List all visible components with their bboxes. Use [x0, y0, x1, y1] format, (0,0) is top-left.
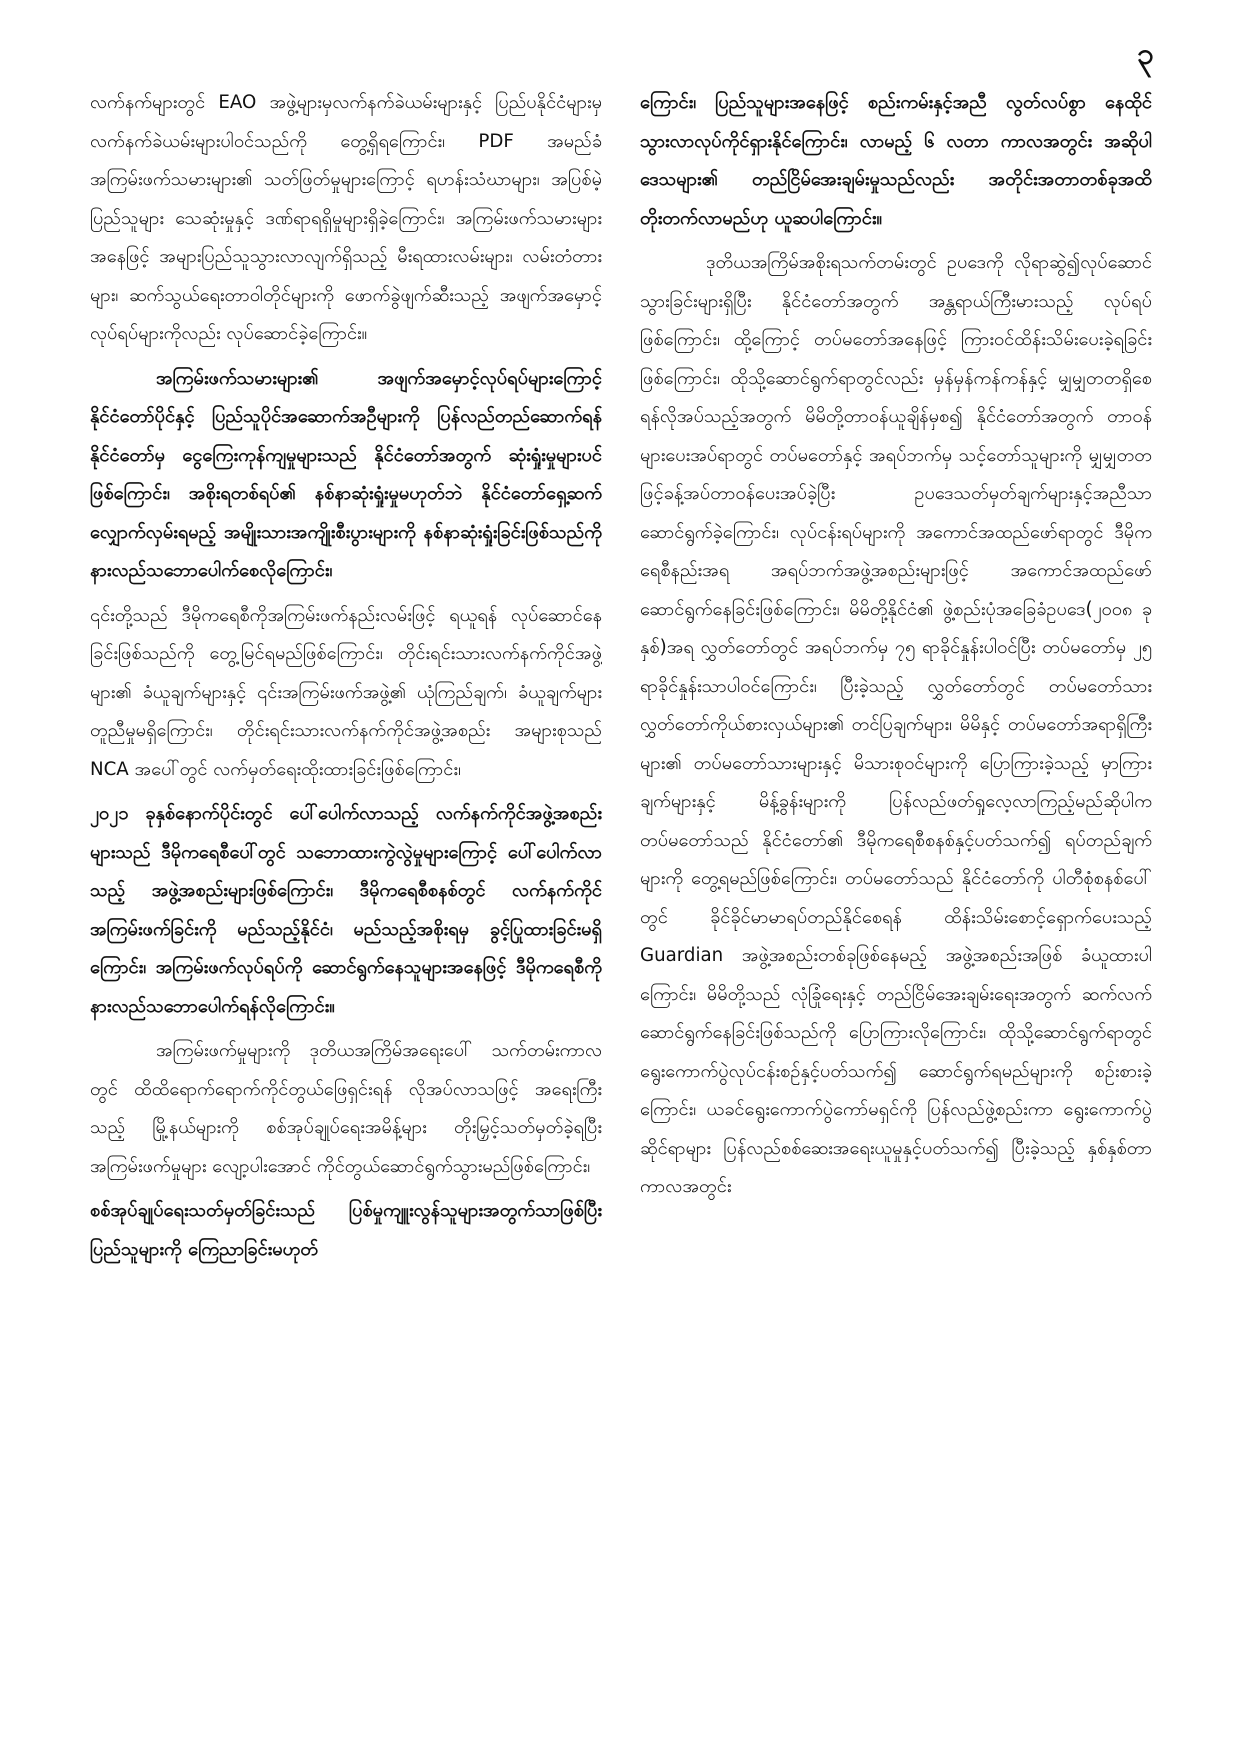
paragraph: လက်နက်များတွင် EAO အဖွဲ့များမှလက်နက်ခဲယမ်းများနှင့် ပြည်ပနိုင်ငံများမှ လက်နက်ခဲယမ်းများပါဝင်သည်ကို တွေ့ရှိရကြောင်း၊ PDF အမည်ခံ အကြမ်းဖက်သမားများ၏ သတ်ဖြတ်မှုများကြောင့် ရဟန်းသံဃာများ၊ အပြစ်မဲ့ပြည်သူများ သေဆုံးမှုနှင့် ဒဏ်ရာရရှိမှုများရှိခဲ့ကြောင်း၊ အကြမ်းဖက်သမားများအနေဖြင့် အများပြည်သူသွားလာလျက်ရှိသည့် မီးရထားလမ်းများ၊ လမ်းတံတားများ၊ ဆက်သွယ်ရေးတာဝါတိုင်များကို ဖောက်ခွဲဖျက်ဆီးသည့် အဖျက်အမှောင့်လုပ်ရပ်များကိုလည်း လုပ်ဆောင်ခဲ့ကြောင်း။ [90, 92, 602, 344]
left-column [90, 84, 602, 1704]
paragraph: ၎င်းတို့သည် ဒီမိုကရေစီကိုအကြမ်းဖက်နည်းလမ်းဖြင့် ရယူရန် လုပ်ဆောင်နေခြင်းဖြစ်သည်ကို တွေ့မြင်ရမည်ဖြစ်ကြောင်း၊ တိုင်းရင်းသားလက်နက်ကိုင်အဖွဲ့များ၏ ခံယူချက်များနှင့် ၎င်းအကြမ်းဖက်အဖွဲ့၏ ယုံကြည်ချက်၊ ခံယူချက်များ တူညီမှုမရှိကြောင်း၊ တိုင်းရင်းသားလက်နက်ကိုင်အဖွဲ့အစည်း အများစုသည် NCA အပေါ်တွင် လက်မှတ်ရေးထိုးထားခြင်းဖြစ်ကြောင်း၊ [90, 604, 602, 780]
right-column [640, 84, 1152, 1704]
paragraph: စစ်အုပ်ချုပ်ရေးသတ်မှတ်ခြင်းသည် ပြစ်မှုကျူးလွန်သူများအတွက်သာဖြစ်ပြီး ပြည်သူများကို ကြေညာခြင်းမဟုတ် [90, 1200, 602, 1260]
two-column-body [90, 84, 1152, 1704]
paragraph: အကြမ်းဖက်မှုများကို ဒုတိယအကြိမ်အရေးပေါ် သက်တမ်းကာလတွင် ထိထိရောက်ရောက်ကိုင်တွယ်ဖြေရှင်းရန် လိုအပ်လာသဖြင့် အရေးကြီးသည့် မြို့နယ်များကို စစ်အုပ်ချုပ်ရေးအမိန့်များ တိုးမြှင့်သတ်မှတ်ခဲ့ရပြီး အကြမ်းဖက်မှုများ လျော့ပါးအောင် ကိုင်တွယ်ဆောင်ရွက်သွားမည်ဖြစ်ကြောင်း၊ [90, 1040, 602, 1177]
page-number: ၃ [1137, 37, 1154, 72]
paragraph: ၂၀၂၁ ခုနှစ်နောက်ပိုင်းတွင် ပေါ်ပေါက်လာသည့် လက်နက်ကိုင်အဖွဲ့အစည်းများသည် ဒီမိုကရေစီပေါ်တွင် သဘောထားကွဲလွဲမှုများကြောင့် ပေါ်ပေါက်လာသည့် အဖွဲ့အစည်းများဖြစ်ကြောင်း၊ ဒီမိုကရေစီစနစ်တွင် လက်နက်ကိုင်အကြမ်းဖက်ခြင်းကို မည်သည့်နိုင်ငံ၊ မည်သည့်အစိုးရမှ ခွင့်ပြုထားခြင်းမရှိကြောင်း၊ အကြမ်းဖက်လုပ်ရပ်ကို ဆောင်ရွက်နေသူများအနေဖြင့် ဒီမိုကရေစီကို နားလည်သဘောပေါက်ရန်လိုကြောင်း။ [90, 803, 602, 1017]
paragraph: ကြောင်း၊ ပြည်သူများအနေဖြင့် စည်းကမ်းနှင့်အညီ လွတ်လပ်စွာ နေထိုင်သွားလာလုပ်ကိုင်ရှားနိုင်ကြောင်း၊ လာမည့် ၆ လတာ ကာလအတွင်း အဆိုပါဒေသများ၏ တည်ငြိမ်အေးချမ်းမှုသည်လည်း အတိုင်းအတာတစ်ခုအထိ တိုးတက်လာမည်ဟု ယူဆပါကြောင်း။ [640, 92, 1152, 229]
paragraph: အကြမ်းဖက်သမားများ၏ အဖျက်အမှောင့်လုပ်ရပ်များကြောင့် နိုင်ငံတော်ပိုင်နှင့် ပြည်သူပိုင်အဆောက်အဦများကို ပြန်လည်တည်ဆောက်ရန် နိုင်ငံတော်မှ ငွေကြေးကုန်ကျမှုများသည် နိုင်ငံတော်အတွက် ဆုံးရှုံးမှုများပင်ဖြစ်ကြောင်း၊ အစိုးရတစ်ရပ်၏ နစ်နာဆုံးရှုံးမှုမဟုတ်ဘဲ နိုင်ငံတော်ရှေ့ဆက်လျှောက်လှမ်းရမည့် အမျိုးသားအကျိုးစီးပွားများကို နစ်နာဆုံးရှုံးခြင်းဖြစ်သည်ကို နားလည်သဘောပေါက်စေလိုကြောင်း၊ [90, 367, 602, 581]
paragraph: ဒုတိယအကြိမ်အစိုးရသက်တမ်းတွင် ဥပဒေကို လိုရာဆွဲ၍လုပ်ဆောင်သွားခြင်းများရှိပြီး နိုင်ငံတော်အတွက် အန္တရာယ်ကြီးမားသည့် လုပ်ရပ်ဖြစ်ကြောင်း၊ ထို့ကြောင့် တပ်မတော်အနေဖြင့် ကြားဝင်ထိန်းသိမ်းပေးခဲ့ရခြင်းဖြစ်ကြောင်း၊ ထိုသို့ဆောင်ရွက်ရာတွင်လည်း မှန်မှန်ကန်ကန်နှင့် မျှမျှတတရှိစေရန်လိုအပ်သည့်အတွက် မိမိတို့တာဝန်ယူချိန်မှစ၍ နိုင်ငံတော်အတွက် တာဝန်များပေးအပ်ရာတွင် တပ်မတော်နှင့် အရပ်ဘက်မှ သင့်တော်သူများကို မျှမျှတတဖြင့်ခန့်အပ်တာဝန်ပေးအပ်ခဲ့ပြီး ဥပဒေသတ်မှတ်ချက်များနှင့်အညီသာ ဆောင်ရွက်ခဲ့ကြောင်း၊ လုပ်ငန်းရပ်များကို အကောင်အထည်ဖော်ရာတွင် ဒီမိုကရေစီနည်းအရ အရပ်ဘက်အဖွဲ့အစည်းများဖြင့် အကောင်အထည်ဖော် ဆောင်ရွက်နေခြင်းဖြစ်ကြောင်း၊ မိမိတို့နိုင်ငံ၏ ဖွဲ့စည်းပုံအခြေခံဥပဒေ(၂၀၀၈ ခုနှစ်)အရ လွှတ်တော်တွင် အရပ်ဘက်မှ ၇၅ ရာခိုင်နှုန်းပါဝင်ပြီး တပ်မတော်မှ ၂၅ ရာခိုင်နှုန်းသာပါဝင်ကြောင်း၊ ပြီးခဲ့သည့် လွှတ်တော်တွင် တပ်မတော်သားလွှတ်တော်ကိုယ်စားလှယ်များ၏ တင်ပြချက်များ၊ မိမိနှင့် တပ်မတော်အရာရှိကြီးများ၏ တပ်မတော်သားများနှင့် မိသားစုဝင်များကို ပြောကြားခဲ့သည့် မှာကြားချက်များနှင့် မိန့်ခွန်းများကို ပြန်လည်ဖတ်ရှုလေ့လာကြည့်မည်ဆိုပါက တပ်မတော်သည် နိုင်ငံတော်၏ ဒီမိုကရေစီစနစ်နှင့်ပတ်သက်၍ ရပ်တည်ချက်များကို တွေ့ရမည်ဖြစ်ကြောင်း၊ တပ်မတော်သည် နိုင်ငံတော်ကို ပါတီစုံစနစ်ပေါ်တွင် ခိုင်ခိုင်မာမာရပ်တည်နိုင်စေရန် ထိန်းသိမ်းစောင့်ရှောက်ပေးသည့် Guardian အဖွဲ့အစည်းတစ်ခုဖြစ်နေမည့် အဖွဲ့အစည်းအဖြစ် ခံယူထားပါကြောင်း၊ မိမိတို့သည် လုံခြုံရေးနှင့် တည်ငြိမ်အေးချမ်းရေးအတွက် ဆက်လက်ဆောင်ရွက်နေခြင်းဖြစ်သည်ကို ပြောကြားလိုကြောင်း၊ ထိုသို့ဆောင်ရွက်ရာတွင် ရွေးကောက်ပွဲလုပ်ငန်းစဉ်နှင့်ပတ်သက်၍ ဆောင်ရွက်ရမည်များကို စဉ်းစားခဲ့ကြောင်း၊ ယခင်ရွေးကောက်ပွဲကော်မရှင်ကို ပြန်လည်ဖွဲ့စည်းကာ ရွေးကောက်ပွဲဆိုင်ရာများ ပြန်လည်စစ်ဆေးအရေးယူမှုနှင့်ပတ်သက်၍ ပြီးခဲ့သည့် နှစ်နှစ်တာကာလအတွင်း [640, 252, 1152, 1197]
